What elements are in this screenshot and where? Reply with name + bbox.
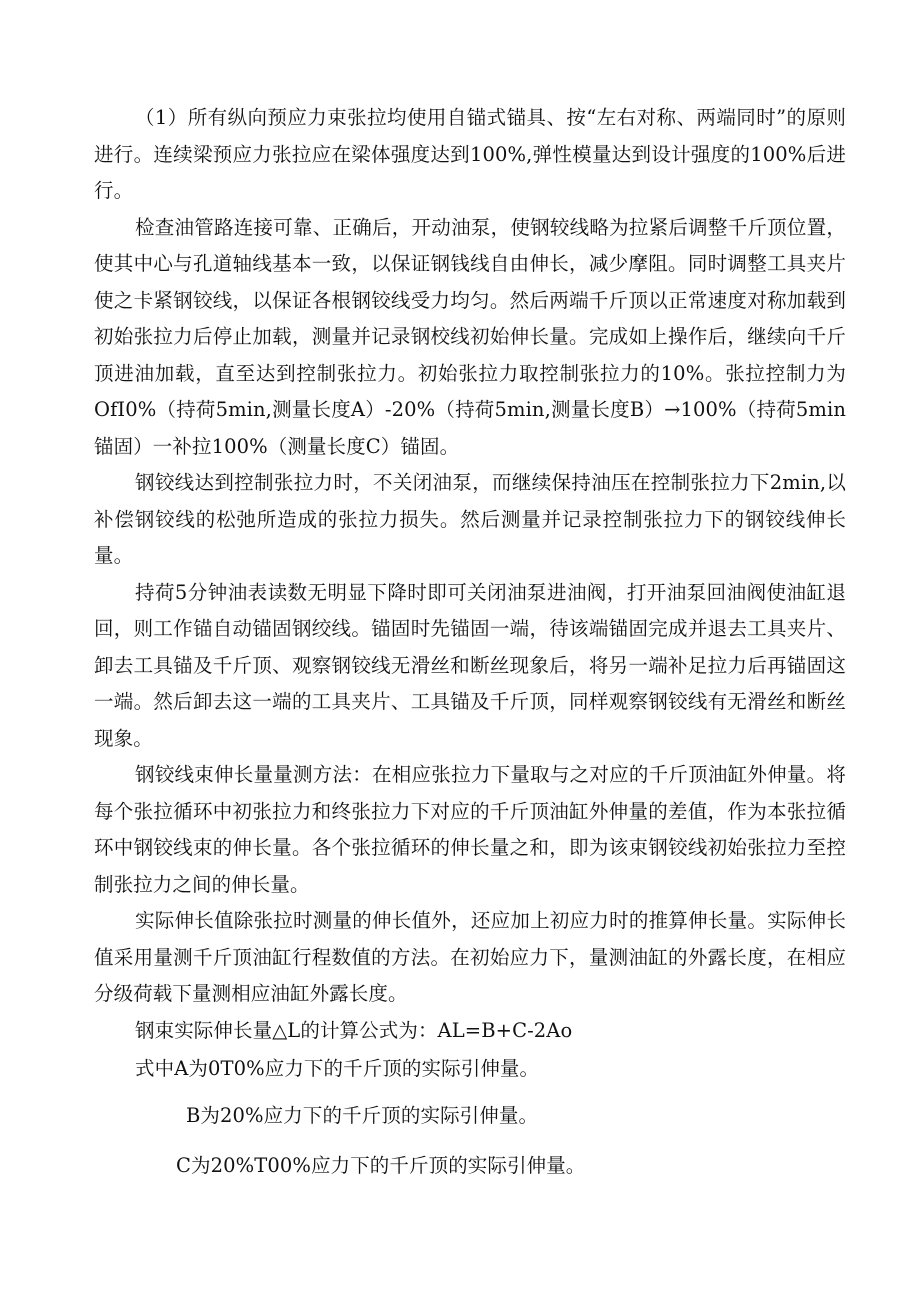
paragraph-elongation-measurement: 钢铰线束伸长量量测方法：在相应张拉力下量取与之对应的千斤顶油缸外伸量。将每个张拉循环中初张拉力和终张拉力下对应的千斤顶油缸外伸量的差值，作为本张拉循环中钢铰线束的伸长量。各个张拉循环的伸长量之和，即为该束钢铰线初始张拉力至控制张拉力之间的伸长量。 (94, 763, 846, 896)
formula-note-c: C为20%T00%应力下的千斤顶的实际引伸量。 (176, 1154, 586, 1177)
paragraph-anchoring: 持荷5分钟油表读数无明显下降时即可关闭油泵进油阀，打开油泵回油阀使油缸退回，则工作锚自动锚固钢绞线。锚固时先锚固一端，待该端锚固完成并退去工具夹片、卸去工具锚及千斤顶、观察钢铰线无滑丝和断丝现象后，将另一端补足拉力后再锚固这一端。然后卸去这一端的工具夹片、工具锚及千斤顶，同样观察钢铰线有无滑丝和断丝现象。 (94, 580, 846, 750)
formula-note-a: 式中A为0T0%应力下的千斤顶的实际引伸量。 (135, 1057, 540, 1080)
paragraph-inspection-procedure: 检查油管路连接可靠、正确后，开动油泵，使钢较线略为拉紧后调整千斤顶位置，使其中心与孔道轴线基本一致，以保证钢钱线自由伸长，减少摩阻。同时调整工具夹片使之卡紧钢铰线，以保证各根钢铰线受力均匀。然后两端千斤顶以正常速度对称加载到初始张拉力后停止加载，测量并记录钢校线初始伸长量。完成如上操作后，继续向千斤顶进油加载，直至达到控制张拉力。初始张拉力取控制张拉力的10%。张拉控制力为OfI0%（持荷5min,测量长度A）-20%（持荷5min,测量长度B）→100%（持荷5min锚固）一补拉100%（测量长度C）锚固。 (94, 215, 846, 458)
formula-note-b: B为20%应力下的千斤顶的实际引伸量。 (186, 1103, 539, 1127)
paragraph-tensioning-principle: （1）所有纵向预应力束张拉均使用自锚式锚具、按“左右对称、两端同时”的原则进行。连续梁预应力张拉应在梁体强度达到100%,弹性模量达到设计强度的100%后进行。 (94, 106, 846, 202)
document-page (94, 100, 846, 1185)
paragraph-holding-pressure: 钢铰线达到控制张拉力时，不关闭油泵，而继续保持油压在控制张拉力下2min,以补偿钢铰线的松弛所造成的张拉力损失。然后测量并记录控制张拉力下的钢铰线伸长量。 (94, 471, 846, 567)
paragraph-actual-elongation: 实际伸长值除张拉时测量的伸长值外，还应加上初应力时的推算伸长量。实际伸长值采用量测千斤顶油缸行程数值的方法。在初始应力下，量测油缸的外露长度，在相应分级荷载下量测相应油缸外露长度。 (94, 909, 846, 1005)
formula-line: 钢束实际伸长量△L的计算公式为：AL=B+C-2Ao (135, 1018, 573, 1042)
